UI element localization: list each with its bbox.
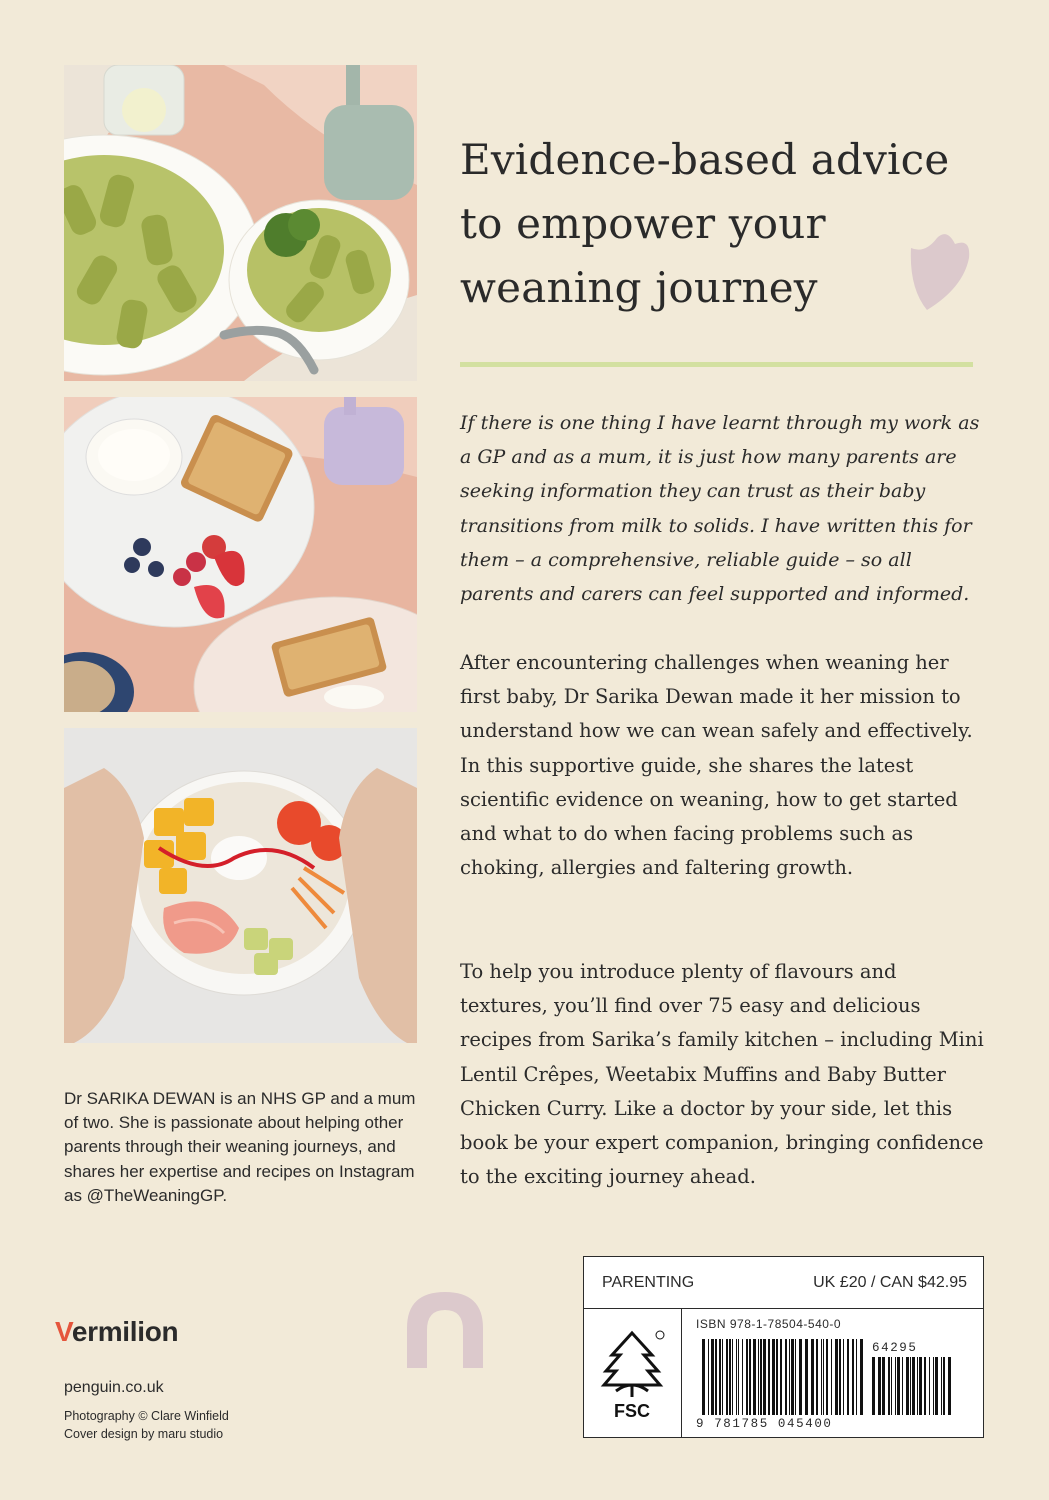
barcode-bar <box>726 1339 728 1415</box>
barcode-bar <box>882 1357 885 1415</box>
barcode-bar <box>719 1339 721 1415</box>
price-label: UK £20 / CAN $42.95 <box>813 1274 967 1291</box>
barcode-bar <box>729 1339 731 1415</box>
barcode-bar <box>929 1357 930 1415</box>
barcode-bar <box>768 1339 770 1415</box>
barcode-bar <box>943 1357 945 1415</box>
barcode-bar <box>758 1339 759 1415</box>
barcode-bar <box>811 1339 814 1415</box>
barcode-bar <box>742 1339 743 1415</box>
barcode-bar <box>906 1357 909 1415</box>
barcode-bar <box>799 1339 802 1415</box>
photo-pesto-pasta <box>64 65 417 381</box>
barcode-bar <box>924 1357 926 1415</box>
barcode-bar <box>935 1357 938 1415</box>
description-paragraph-1: After encountering challenges when weaning her first baby, Dr Sarika Dewan made it her mission to understand how we can wean safely and effectively. In this supportive guide, she shares the latest scientific evidence on weaning, how to get started and what to do when facing problems such as choking, allergies and faltering growth. <box>460 651 973 880</box>
fsc-text: FSC <box>614 1401 650 1421</box>
barcode-bar <box>831 1339 832 1415</box>
barcode-bar <box>715 1339 717 1415</box>
barcode-bar <box>772 1339 775 1415</box>
barcode-bar <box>835 1339 838 1415</box>
barcode-bar <box>791 1339 794 1415</box>
barcode-bar <box>736 1339 737 1415</box>
photo-yogurt-fruit-loaf <box>64 397 417 712</box>
credits <box>64 1407 229 1443</box>
barcode-bar <box>912 1357 915 1415</box>
barcode-bar <box>891 1357 892 1415</box>
barcode-digits: 9 781785 045400 <box>696 1417 833 1431</box>
headline-line-3: weaning journey <box>460 263 818 312</box>
description-paragraph-2: To help you introduce plenty of flavours and textures, you’ll find over 75 easy and delicious recipes from Sarika’s family kitchen – including Mini Lentil Crêpes, Weetabix Muffins and Baby Butter Chicken Curry. Like a doctor by your side, let this book be your expert companion, bringing confidence to the exciting journey ahead. <box>460 960 984 1189</box>
barcode-bar <box>780 1339 782 1415</box>
barcode-bar <box>910 1357 911 1415</box>
headline-line-1: Evidence-based advice <box>460 135 950 184</box>
barcode-bar <box>753 1339 756 1415</box>
barcode-bar <box>702 1339 705 1415</box>
barcode-panel-header <box>584 1257 983 1309</box>
fsc-logo-area <box>584 1309 682 1437</box>
design-credit: Cover design by maru studio <box>64 1427 224 1441</box>
barcode-bars <box>702 1339 866 1415</box>
category-label: PARENTING <box>602 1274 695 1291</box>
intro-quote: If there is one thing I have learnt through my work as a GP and as a mum, it is just how many parents are seeking information they can trust as their baby transitions from milk to solids. I have written this for them – a comprehensive, reliable guide – so all parents and carers can feel supported and informed. <box>460 412 980 606</box>
barcode-bar <box>852 1339 854 1415</box>
barcode-panel <box>583 1256 984 1438</box>
photo-poke-bowl <box>64 728 417 1043</box>
headline-line-2: to empower your <box>460 199 826 248</box>
logo-wordmark: ermilion <box>71 1316 179 1347</box>
barcode-bar <box>789 1339 790 1415</box>
barcode-bar <box>821 1339 822 1415</box>
barcode-bar <box>816 1339 818 1415</box>
barcode-addon-bars <box>872 1357 952 1417</box>
barcode-bar <box>843 1339 844 1415</box>
barcode-bar <box>776 1339 778 1415</box>
publisher-website[interactable]: penguin.co.uk <box>64 1379 164 1396</box>
isbn-number: ISBN 978-1-78504-540-0 <box>696 1317 842 1331</box>
arch-shape-icon <box>405 1288 485 1370</box>
publisher-logo <box>55 1316 178 1348</box>
barcode-bar <box>732 1339 733 1415</box>
accent-divider <box>460 362 973 367</box>
barcode-bar <box>738 1339 739 1415</box>
barcode-bar <box>805 1339 808 1415</box>
barcode-bar <box>826 1339 828 1415</box>
fsc-tree-icon <box>596 1327 668 1423</box>
barcode-bar <box>839 1339 841 1415</box>
barcode-bar <box>897 1357 900 1415</box>
barcode-bar <box>888 1357 890 1415</box>
barcode-bar <box>948 1357 951 1415</box>
barcode-bar <box>860 1339 863 1415</box>
barcode-bar <box>760 1339 762 1415</box>
barcode-bar <box>933 1357 934 1415</box>
barcode-addon-digits: 64295 <box>872 1341 918 1355</box>
barcode-bar <box>763 1339 766 1415</box>
barcode-bar <box>785 1339 787 1415</box>
barcode-bar <box>711 1339 714 1415</box>
logo-v-mark: V <box>55 1316 72 1347</box>
barcode-bar <box>941 1357 942 1415</box>
heart-shape-icon <box>905 228 973 314</box>
barcode-bar <box>878 1357 881 1415</box>
author-bio: Dr SARIKA DEWAN is an NHS GP and a mum of two. She is passionate about helping other parents through their weaning journeys, and shares her expertise and recipes on Instagram as @TheWeaningGP. <box>64 1089 416 1205</box>
barcode-bar <box>917 1357 918 1415</box>
barcode-bar <box>795 1339 796 1415</box>
barcode-bar <box>872 1357 875 1415</box>
barcode-bar <box>746 1339 748 1415</box>
barcode-bar <box>847 1339 849 1415</box>
barcode-bar <box>749 1339 751 1415</box>
barcode-bar <box>708 1339 709 1415</box>
barcode-bar <box>823 1339 824 1415</box>
barcode-bar <box>856 1339 857 1415</box>
barcode-bar <box>895 1357 896 1415</box>
barcode-bar <box>919 1357 922 1415</box>
barcode-bar <box>902 1357 903 1415</box>
barcode-bar <box>722 1339 723 1415</box>
photo-credit: Photography © Clare Winfield <box>64 1409 229 1423</box>
